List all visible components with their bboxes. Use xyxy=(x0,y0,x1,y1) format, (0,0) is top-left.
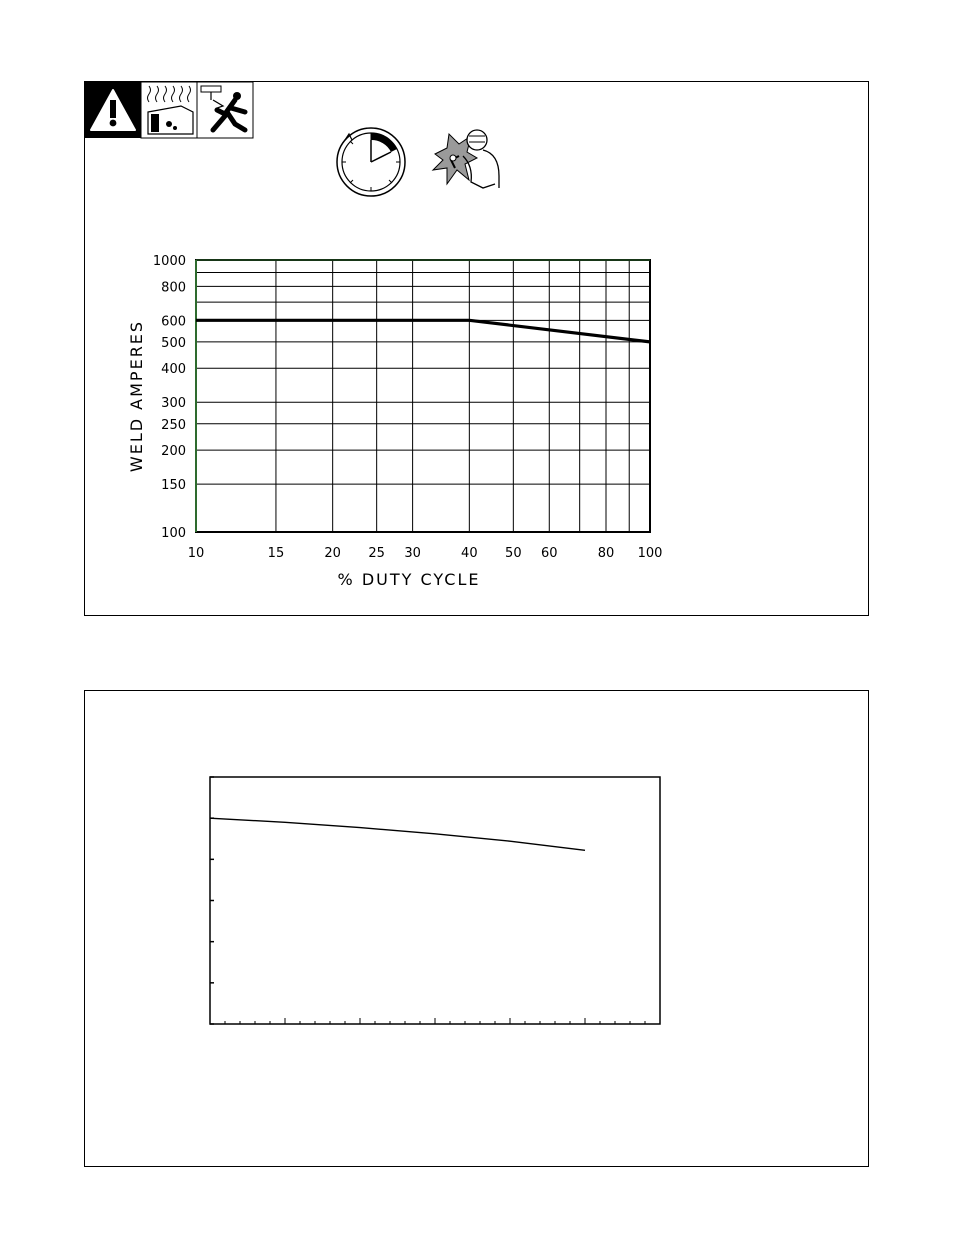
welder-overheat-icon xyxy=(433,130,499,188)
x-tick-label: 60 xyxy=(541,546,558,561)
x-tick-label: 20 xyxy=(324,546,341,561)
chart-grid xyxy=(196,260,650,532)
y-tick-label: 300 xyxy=(161,396,186,412)
x-tick-label: 15 xyxy=(267,546,285,561)
warning-triangle-icon xyxy=(85,82,141,138)
y-tick-label: 600 xyxy=(161,314,186,330)
y-tick-label: 1000 xyxy=(152,254,186,269)
series-line xyxy=(210,818,585,850)
x-tick-label: 25 xyxy=(368,546,385,561)
safety-icon-strip xyxy=(85,82,253,138)
x-tick-label: 50 xyxy=(505,546,522,561)
x-tick-label: 30 xyxy=(404,546,421,561)
duty-cycle-chart-panel xyxy=(84,81,869,616)
plot-frame xyxy=(210,777,660,1024)
y-tick-label: 800 xyxy=(161,280,186,296)
y-tick-label: 250 xyxy=(161,417,186,433)
y-tick-labels xyxy=(153,254,186,541)
y-tick-label: 200 xyxy=(161,444,186,460)
duty-cycle-clock-icon xyxy=(337,128,405,196)
x-tick-labels xyxy=(188,546,663,561)
series-line xyxy=(196,320,650,342)
y-tick-label: 400 xyxy=(161,362,186,378)
hot-parts-icon xyxy=(141,82,197,138)
x-tick-label: 100 xyxy=(637,546,663,561)
x-tick-label: 80 xyxy=(597,546,615,561)
y-tick-label: 150 xyxy=(161,478,186,494)
y-tick-label: 100 xyxy=(161,526,186,541)
volt-amp-chart xyxy=(85,691,870,1168)
axis-ticks xyxy=(210,777,660,1024)
duty-cycle-chart xyxy=(85,82,870,617)
x-tick-label: 10 xyxy=(187,546,205,561)
x-tick-label: 40 xyxy=(461,546,478,561)
x-axis-label: % DUTY CYCLE xyxy=(337,570,481,589)
y-tick-label: 500 xyxy=(161,335,186,351)
y-axis-label: WELD AMPERES xyxy=(127,319,146,473)
plot-frame xyxy=(196,260,650,532)
volt-amp-curve-panel xyxy=(84,690,869,1167)
electric-shock-icon xyxy=(197,82,253,138)
chart-frame xyxy=(210,777,660,1024)
